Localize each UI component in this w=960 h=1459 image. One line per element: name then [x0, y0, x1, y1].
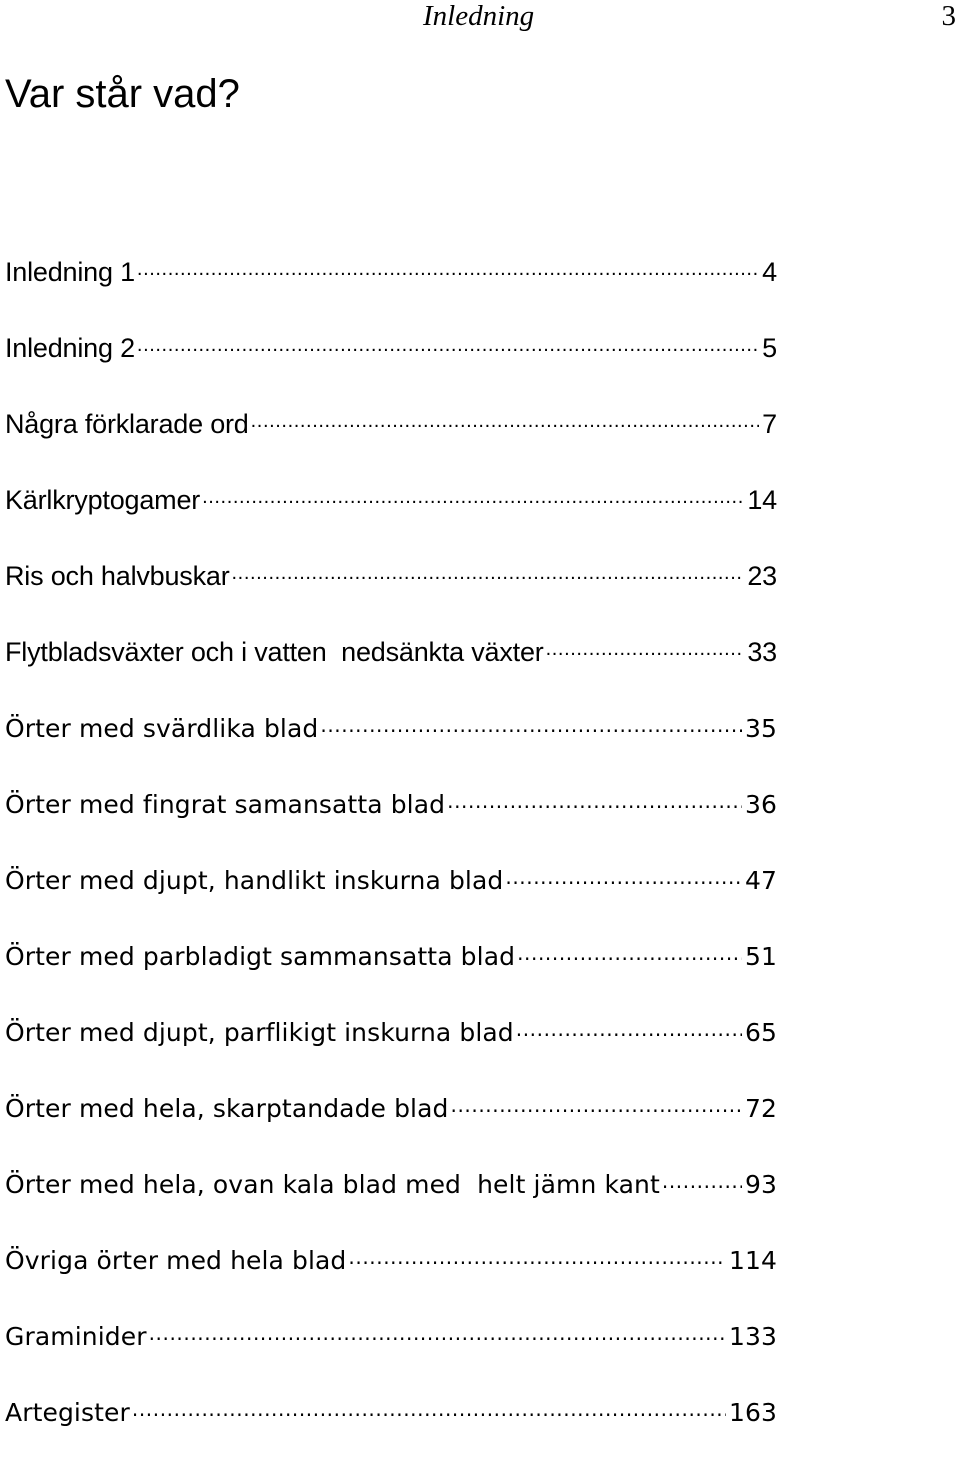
header-page-number: 3	[941, 0, 956, 32]
toc-entry-label: Artegister	[5, 1398, 130, 1427]
toc-entry-karlkryptogamer[interactable]	[5, 471, 777, 547]
toc-entry-inledning-2[interactable]	[5, 319, 777, 395]
toc-entry-label: Örter med djupt, parflikigt inskurna blad	[5, 1018, 514, 1047]
toc-entry-label: Inledning 2	[5, 333, 135, 363]
page-title: Var står vad?	[5, 72, 240, 116]
toc-entry-handlikt-inskurna-blad[interactable]	[5, 851, 777, 927]
toc-entry-label: Örter med svärdlika blad	[5, 714, 319, 743]
toc-entry-page: 163	[728, 1398, 777, 1427]
toc-dot-leader	[132, 1383, 726, 1421]
toc-entry-skarptandade-blad[interactable]	[5, 1079, 777, 1155]
toc-dot-leader	[137, 319, 759, 357]
toc-entry-page: 14	[747, 485, 777, 515]
toc-entry-fingrat-samansatta-blad[interactable]	[5, 775, 777, 851]
toc-entry-label: Flytbladsväxter och i vatten nedsänkta växter	[5, 637, 544, 667]
toc-dot-leader	[662, 1155, 742, 1193]
toc-dot-leader	[149, 1307, 726, 1345]
toc-entry-page: 35	[744, 714, 777, 743]
toc-dot-leader	[451, 1079, 742, 1117]
toc-entry-page: 4	[762, 257, 777, 287]
toc-entry-page: 65	[744, 1018, 777, 1047]
toc-entry-label: Örter med parbladigt sammansatta blad	[5, 942, 516, 971]
toc-entry-page: 23	[747, 561, 777, 591]
toc-entry-page: 7	[762, 409, 777, 439]
toc-entry-page: 36	[744, 790, 777, 819]
toc-entry-graminider[interactable]	[5, 1307, 777, 1383]
toc-dot-leader	[202, 471, 744, 509]
toc-entry-parflikigt-inskurna-blad[interactable]	[5, 1003, 777, 1079]
toc-entry-label: Örter med fingrat samansatta blad	[5, 790, 446, 819]
toc-entry-label: Örter med hela, skarptandade blad	[5, 1094, 449, 1123]
toc-entry-inledning-1[interactable]	[5, 243, 777, 319]
toc-entry-label: Örter med hela, ovan kala blad med helt jämn kant	[5, 1170, 660, 1199]
table-of-contents	[5, 243, 777, 1459]
toc-entry-ovriga-orter[interactable]	[5, 1231, 777, 1307]
toc-entry-label: Kärlkryptogamer	[5, 485, 201, 515]
toc-dot-leader	[505, 851, 742, 889]
toc-entry-label: Graminider	[5, 1322, 147, 1351]
running-header	[0, 0, 960, 40]
toc-entry-svardlika-blad[interactable]	[5, 699, 777, 775]
toc-dot-leader	[516, 1003, 742, 1041]
toc-entry-page: 47	[744, 866, 777, 895]
toc-entry-label: Övriga örter med hela blad	[5, 1246, 347, 1275]
toc-entry-label: Örter med djupt, handlikt inskurna blad	[5, 866, 504, 895]
toc-entry-kala-blad-jamn-kant[interactable]	[5, 1155, 777, 1231]
toc-entry-page: 133	[728, 1322, 777, 1351]
toc-entry-page: 33	[747, 637, 777, 667]
toc-dot-leader	[320, 699, 742, 737]
toc-dot-leader	[137, 243, 759, 281]
toc-entry-page: 114	[728, 1246, 777, 1275]
toc-entry-page: 93	[744, 1170, 777, 1199]
toc-entry-flytbladsvaxter[interactable]	[5, 623, 777, 699]
toc-entry-page: 51	[744, 942, 777, 971]
toc-entry-ris-och-halvbuskar[interactable]	[5, 547, 777, 623]
toc-entry-parbladigt-sammansatta-blad[interactable]	[5, 927, 777, 1003]
toc-entry-label: Inledning 1	[5, 257, 135, 287]
toc-dot-leader	[348, 1231, 726, 1269]
header-section-title: Inledning	[423, 0, 535, 32]
toc-dot-leader	[546, 623, 745, 661]
toc-dot-leader	[232, 547, 745, 585]
toc-dot-leader	[447, 775, 742, 813]
toc-entry-label: Ris och halvbuskar	[5, 561, 230, 591]
toc-dot-leader	[517, 927, 742, 965]
toc-dot-leader	[251, 395, 760, 433]
toc-entry-page: 72	[744, 1094, 777, 1123]
toc-entry-artegister[interactable]	[5, 1383, 777, 1459]
toc-entry-forklarade-ord[interactable]	[5, 395, 777, 471]
toc-entry-label: Några förklarade ord	[5, 409, 249, 439]
toc-entry-page: 5	[762, 333, 777, 363]
